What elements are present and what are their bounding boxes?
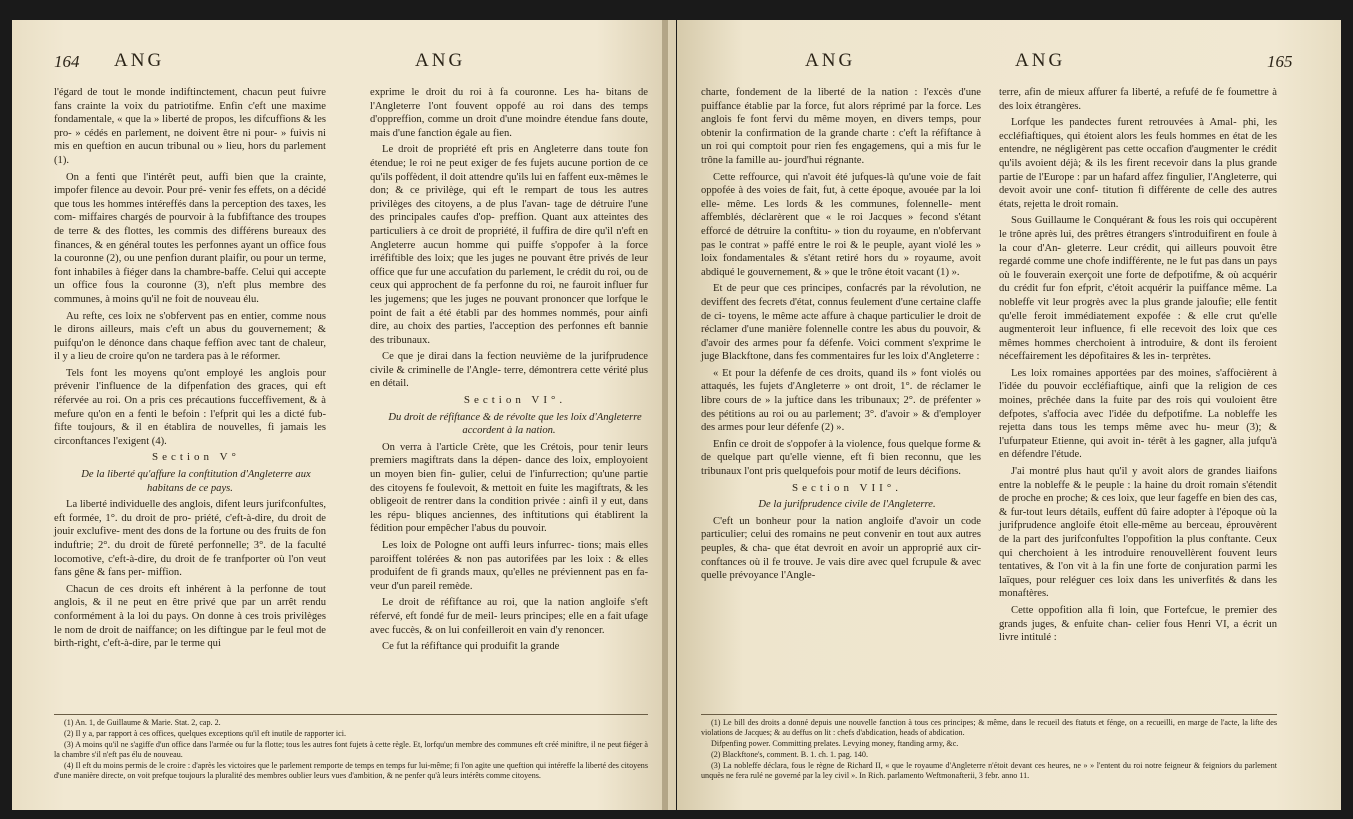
section-title: Section V°	[152, 451, 240, 464]
right-page-column-2	[999, 86, 1277, 648]
paragraph: La liberté individuelle des anglois, difent leurs jurifconfultes, eft formée, 1°. du droit de pro- priété, c'eft-à-dire, du droit de jouir exclufive- ment des dons de la fortune ou des fruits de fon induftrie; 2°. du droit de fûreté perfonnelle; 3°. de la faculté locomotive, c'eft-à-dire, du droit de fe tranfporter où l'on veut fans gêne & fans per- miffion.	[54, 499, 326, 579]
paragraph: l'égard de tout le monde indiftinctement, chacun peut fuivre fans crainte la voix du patriotifme. Enfin c'eft une maxime fondamentale, « que la » liberté de propos, les difcuffions & les pro- » cédés en parlement, ne doivent être ni pour- » fuivis ni mis en queftion en aucun tribunal ou » lieu, hors du parlement (1).	[54, 87, 326, 166]
paragraph: Ce que je dirai dans la fection neuvième de la jurifprudence civile & criminelle de l'Angle- terre, démontrera cette vérité plus en détail.	[370, 351, 648, 390]
running-head-right: ANG	[1015, 50, 1066, 71]
running-head-left: ANG	[114, 50, 165, 71]
paragraph: Lorfque les pandectes furent retrouvées à Amal- phi, les eccléfiaftiques, qui étoient alors les feuls hommes en état de les entendre, ne négligèrent pas cette occafion d'augmenter le crédit qu'ils avoient déjà; & ils les firent recevoir dans la plus grande partie de l'Europe : par un hafard affez fingulier, l'Angleterre, qui devoit avoir une conf- titution fi différente de celle des autres états, rejetta le droit romain.	[999, 117, 1277, 210]
paragraph: Tels font les moyens qu'ont employé les anglois pour prévenir l'influence de la difpenfation des graces, qui eft réfervée au roi. On a pris ces précautions fucceffivement, & à mefure qu'on en a fenti le befoin : l'efprit qui les a dicté fub- fifte toujours, & il en établira de nouvelles, fi jamais les circonftances l'exigent (4).	[54, 367, 326, 447]
footnote: (2) Il y a, par rapport à ces offices, quelques exceptions qu'il eft inutile de rapporter ici.	[64, 729, 347, 738]
book-spread	[12, 20, 1341, 810]
section-subtitle: Du droit de réfiftance & de révolte que les loix d'Angleterre accordent à la nation.	[388, 411, 642, 437]
paragraph: Les loix de Pologne ont auffi leurs infurrec- tions; mais elles paroiffent tolérées & non pas autorifées par les loix : & elles produifent de fi grands maux, qu'elles ne préviennent pas en fa- veur d'un pareil remède.	[370, 540, 648, 592]
footnote: (4) Il eft du moins permis de le croire : d'après les victoires que le parlement remporte de temps en temps fur lui-même; fi l'on agite une queftion qui intéreffe la liberté des citoyens d'une manière directe, on voit prefque toujours la pluralité des membres oublier leurs vues d'ambition, & ne penfer qu'à leurs intérêts comme citoyens.	[54, 761, 648, 780]
footnote: (3) La nobleffe déclara, fous le règne de Richard II, « que le royaume d'Angleterre n'étoit devant ces heures, ne » » l'entent du roi notre feigneur & feigniors du parlement unquès ne fera rulé ne governé par la ley civil ». In Rich. parlamento Weftmonafterii, 3 febr. anno 11.	[701, 761, 1277, 780]
paragraph: J'ai montré plus haut qu'il y avoit alors de grandes liaifons entre la nobleffe & le peuple : la haine du droit romain s'étendit de proche en proche; & ces loix, que leur fageffe en bien des cas, & fur-tout leurs détails, euffent dû faire adopter à l'époque où la jurifprudence angloife étoit elle-même au berceau, éprouvèrent de la part des jurifconfultes l'oppofition la plus conftante. Ceux qui cherchoient à les introduire renouvellèrent fouvent leurs tentatives, & l'on vit à la fin une forte de conjuration parmi les laïques, pour reléguer ces loix dans les univerfités & dans les monaftères.	[999, 466, 1277, 600]
footnote-rule	[701, 714, 1277, 715]
right-page-header	[677, 50, 1341, 76]
page-number: 164	[54, 52, 80, 71]
left-page-header	[12, 50, 676, 76]
section-subtitle: De la jurifprudence civile de l'Angleterre.	[758, 499, 936, 511]
paragraph: Cette oppofition alla fi loin, que Fortefcue, le premier des grands juges, & enfuite chan- celier fous Henri VI, a écrit un livre intitulé :	[999, 604, 1277, 644]
paragraph: Au refte, ces loix ne s'obfervent pas en entier, comme nous le dirons ailleurs, mais c'eft un abus du gouvernement; & puifqu'on le dénonce dans chaque feffion avec tant de chaleur, il y a lieu de croire qu'on ne tardera pas à le réformer.	[54, 310, 326, 363]
footnote: (2) Blackftone's, comment. B. 1. ch. 1. pag. 140.	[711, 750, 869, 759]
left-page-column-2	[370, 86, 648, 657]
paragraph: Le droit de réfiftance au roi, que la nation angloife s'eft réfervé, eft fondé fur de meil- leurs principes; elle en a fait ufage avec fuccès, & on lui confeilleroit en vain d'y renoncer.	[370, 597, 648, 636]
right-page	[677, 20, 1341, 810]
section-title: Section VI°.	[463, 394, 567, 407]
paragraph: Chacun de ces droits eft inhérent à la perfonne de tout anglois, & il ne peut en être privé que par un arrêt rendu conformément à la loi du pays. On donne à ces trois privilèges le nom de droit de naiffance; on les diftingue par le feul mot de birth-right, c'eft-à-dire, par le terme qui	[54, 583, 326, 650]
left-page	[12, 20, 676, 810]
book-gutter	[662, 20, 668, 810]
left-page-column-1	[54, 86, 326, 654]
paragraph: Les loix romaines apportées par des moines, s'affocièrent à l'idée du pouvoir eccléfiaftique, ainfi que la religion de ces moines, prêchée dans la fuite par des rois qui vouloient être defpotes, s'affocia avec l'idée du defpotifme. La nobleffe les rejetta dans tous les temps même avec hu- meur (3); & l'ufurpateur Etienne, qui avoit in- térêt à les gagner, alla jufqu'à en défendre l'étude.	[999, 367, 1277, 461]
paragraph: C'eft un bonheur pour la nation angloife d'avoir un code particulier; celui des romains ne peut convenir en tout aux autres peuples, & cha- que état devroit en avoir un approprié aux cir- conftances où il fe trouve. Je vais dire avec quel fcrupule & avec quelle prévoyance l'Angle-	[701, 515, 981, 582]
paragraph: Et de peur que ces principes, confacrés par la révolution, ne deviffent des fecrets d'état, connus feulement d'une certaine claffe de ci- toyens, le même acte affure à chaque particulier le droit de réclamer d'une manière folennelle contre les abus du pouvoir, & d'avoir des armes pour fa défenfe. Voici comment s'exprime le juge Blackftone, dans fes commentaires fur les loix d'Angleterre :	[701, 283, 981, 363]
left-footnotes	[54, 718, 648, 782]
running-head-right: ANG	[415, 50, 466, 71]
right-page-column-1	[701, 86, 981, 586]
footnote: Difpenfing power. Committing prelates. Levying money, ftanding army, &c.	[711, 739, 959, 748]
paragraph: Cette reffource, qui n'avoit été jufques-là qu'une voie de fait oppofée à des voies de fait, fut, à cette époque, avouée par la loi elle- même. Les lords & les communes, folennelle- ment affemblés, déclarèrent que « le roi Jacques » fecond s'étant efforcé de détruire la conftitu- » tion du royaume, en n'obfervant pas le contrat » paffé entre le roi & le peuple, ayant violé les » loix fondamentales & s'étant retiré hors du » royaume, avoit abdiqué le gouvernement, & » que le trône étoit vacant (1) ».	[701, 171, 981, 278]
section-subtitle: De la liberté qu'affure la conftitution d'Angleterre aux habitans de ce pays.	[81, 469, 311, 494]
paragraph: Le droit de propriété eft pris en Angleterre dans toute fon étendue; le roi ne peut exiger de fes fujets aucune portion de ce qu'ils poffèdent, il doit attendre qu'ils lui en faffent eux-mêmes le don; & ce privilège, qui eft le rempart de tous les autres privilèges des citoyens, a de plus l'avan- tage de détruire l'une des principales caufes d'op- preffion. Quant aux atteintes des particuliers à ce droit de propriété, il fuffira de dire qu'il n'eft en Angleterre aucun homme qui puiffe s'oppofer à la force irréfiftible des loix; que les juges ne pouvant être privés de leur office que fur une accufation du parlement, le crédit du roi, ou de ceux qui approchent de fa perfonne du roi, ne fauroit influer fur les jugemens; que les juges ne pouvant prononcer que lorfque le point de fait a été établi par des hommes nommés, pour ainfi dire, au choix des parties, l'acception des perfonnes eft bannie des tribunaux.	[370, 144, 648, 346]
section-title: Section VII°.	[792, 481, 902, 494]
footnote: (3) A moins qu'il ne s'agiffe d'un office dans l'armée ou fur la flotte; tous les autres font fujets à cette règle. Et, lorfqu'un membre des communes eft créé miniftre, il ne peut fiéger à la chambre s'il n'eft pas élu de nouveau.	[54, 740, 648, 759]
running-head-left: ANG	[805, 50, 856, 71]
page-number: 165	[1267, 52, 1293, 71]
paragraph: Ce fut la réfiftance qui produifit la grande	[382, 641, 560, 653]
paragraph: Enfin ce droit de s'oppofer à la violence, fous quelque forme & de quelque part qu'elle vienne, eft fi bien reconnu, que les tribunaux l'ont pris quelquefois pour motif de leurs décifions.	[701, 438, 981, 478]
right-footnotes	[701, 718, 1277, 782]
paragraph: « Et pour la défenfe de ces droits, quand ils » font violés ou attaqués, les fujets d'Angleterre » ont droit, 1°. de réclamer le libre cours de » la juftice dans les tribunaux; 2°. de préfenter » des pétitions au roi ou au parlement; 3°. d'avoir » & d'employer des armes pour leur défenfe (2) ».	[701, 367, 981, 434]
paragraph: exprime le droit du roi à fa couronne. Les ha- bitans de l'Angleterre l'ont fouvent oppofé au roi dans des temps d'oppreffion, comme un droit d'une moindre étendue fans doute, mais d'une fanction égale au fien.	[370, 87, 648, 139]
footnote-rule	[54, 714, 648, 715]
paragraph: On verra à l'article Crète, que les Crétois, pour tenir leurs premiers magiftrats dans la dépen- dance des loix, employoient un moyen bien fin- gulier, celui de l'infurrection; qu'une partie des citoyens fe foulevoit, & mettoit en fuite les magiftrats, & les obligeoit de rentrer dans la condition privée : ainfi il y eut, dans les répu- bliques anciennes, des inftitutions qui établirent la fédition pour empêcher l'abus du pouvoir.	[370, 441, 648, 535]
paragraph: On a fenti que l'intérêt peut, auffi bien que la crainte, impofer filence au devoir. Pour pré- venir fes effets, on a décidé que tous les hommes intéreffés dans la perception des taxes, les com- miffaires chargés de pourvoir à la fubfiftance des troupes de terre & des flottes, les commis des différens bureaux des finances, & en général toutes les perfonnes ayant un office fous la couronne (2), ou une penfion durant plaifir, ou pour un terme, font inhabiles à fiéger dans la chambre-baffe. Celui qui accepte un office fous la couronne (3), n'eft plus membre des communes, à moins qu'il ne foit de nouveau élu.	[54, 171, 326, 305]
footnote: (1) An. 1, de Guillaume & Marie. Stat. 2, cap. 2.	[64, 718, 221, 727]
paragraph: charte, fondement de la liberté de la nation : l'excès d'une puiffance établie par la force, fut alors réprimé par la force. Les anglois fe font fervi du même moyen, en divers temps, pour obtenir la confirmation de la grande charte : c'eft la réfiftance à un roi qui comptoit pour rien fes engagemens, qui a mis fur le trône la famille au- jourd'hui régnante.	[701, 87, 981, 166]
paragraph: terre, afin de mieux affurer fa liberté, a refufé de fe foumettre à des loix étrangères.	[999, 87, 1277, 112]
footnote: (1) Le bill des droits a donné depuis une nouvelle fanction à tous ces principes; & même, dans le recueil des ftatuts et fénge, on a recueilli, en marge de l'acte, la lifte des violations de Jacques; & au deffus on lit : chefs d'abdication, heads of abdication.	[701, 718, 1277, 737]
paragraph: Sous Guillaume le Conquérant & fous les rois qui occupèrent le trône après lui, des prêtres étrangers s'introduifirent en foule à la cour d'An- gleterre. Leur crédit, qui ailleurs pouvoit être regardé comme une chofe indifférente, ne le fut pas dans un pays où le fouverain exerçoit une forte de defpotifme, & où acquérir du crédit fur fon efprit, c'étoit acquérir la puiffance même. La nobleffe vit leur progrès avec la plus grande jaloufie; elle fentit qu'elle feroit immédiatement expofée : & elle crut qu'elle augmenteroit leur influence, fi elle recevoit des loix que ces mêmes hommes cherchoient à introduire, & dont ils feroient néceffairement les dépofitaires & les in- terprètes.	[999, 215, 1277, 363]
